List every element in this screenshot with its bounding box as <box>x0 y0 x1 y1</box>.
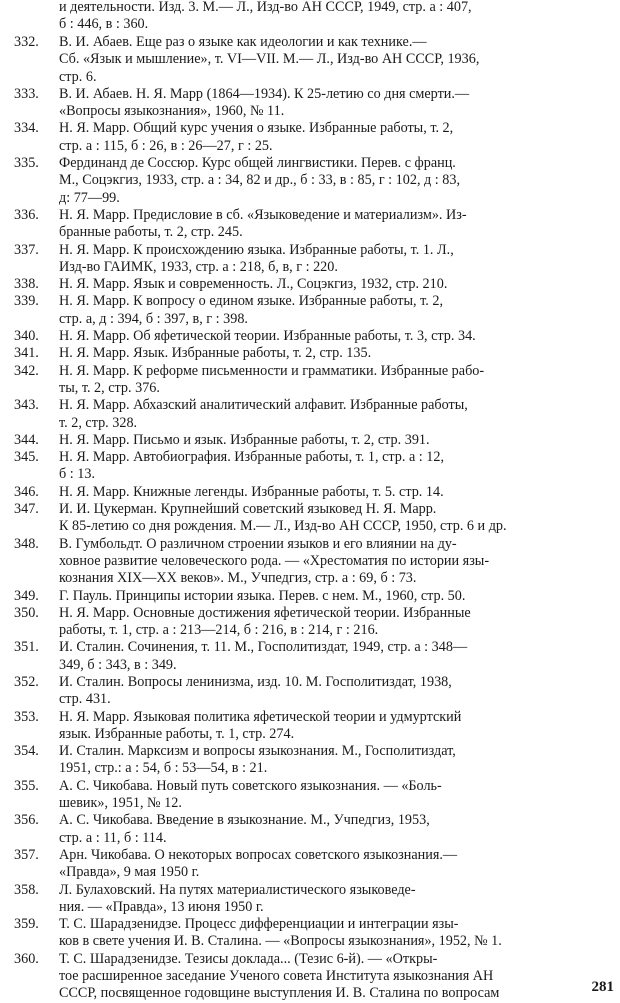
entry-number: 353. <box>14 708 39 725</box>
bibliography-entry <box>14 778 614 813</box>
text-line: Н. Я. Марр. Основные достижения яфетической теории. Избранные <box>59 604 471 621</box>
entry-text <box>59 501 614 536</box>
text-line: Н. Я. Марр. Язык и современность. Л., Соцэкгиз, 1932, стр. 210. <box>59 276 448 293</box>
text-line: д: 77—99. <box>59 189 120 206</box>
text-line: И. Сталин. Марксизм и вопросы языкознания. М., Госполитиздат, <box>59 743 456 760</box>
text-line: 349, б : 343, в : 349. <box>59 656 177 673</box>
entry-number: 346. <box>14 483 39 500</box>
entry-number: 344. <box>14 431 39 448</box>
text-line: И. И. Цукерман. Крупнейший советский языковед Н. Я. Марр. <box>59 501 437 518</box>
entry-text <box>59 743 614 778</box>
text-line: стр. а : 115, б : 26, в : 26—27, г : 25. <box>59 137 273 154</box>
text-line: стр. 431. <box>59 691 111 708</box>
text-line: ков в свете учения И. В. Сталина. — «Вопросы языкознания», 1952, № 1. <box>59 933 502 950</box>
entry-text <box>59 778 614 813</box>
text-line: «Вопросы языкознания», 1960, № 11. <box>59 103 285 120</box>
entry-number: 360. <box>14 950 39 967</box>
text-line: В. Гумбольдт. О различном строении языков и его влиянии на ду- <box>59 535 457 552</box>
entry-text <box>59 293 614 328</box>
text-line: И. Сталин. Вопросы ленинизма, изд. 10. М. Госполитиздат, 1938, <box>59 673 452 690</box>
entry-text <box>59 536 614 588</box>
entry-text <box>59 639 614 674</box>
bibliography-entry <box>14 882 614 917</box>
bibliography-entry <box>14 293 614 328</box>
bibliography-entry <box>14 449 614 484</box>
bibliography-entry <box>14 120 614 155</box>
entry-text <box>59 207 614 242</box>
entry-text <box>59 34 614 86</box>
entry-text <box>59 432 614 449</box>
entry-text <box>59 588 614 605</box>
entry-number: 338. <box>14 276 39 293</box>
entry-text <box>59 120 614 155</box>
entry-text <box>59 345 614 362</box>
text-line: Н. Я. Марр. Общий курс учения о языке. Избранные работы, т. 2, <box>59 120 454 137</box>
text-line: Н. Я. Марр. Об яфетической теории. Избранные работы, т. 3, стр. 34. <box>59 328 476 345</box>
text-line: М., Соцэкгиз, 1933, стр. а : 34, 82 и др., б : 33, в : 85, г : 102, д : 83, <box>59 172 461 189</box>
bibliography-entry <box>14 155 614 207</box>
entry-text <box>59 449 614 484</box>
bibliography-entry <box>14 363 614 398</box>
page-number: 281 <box>591 979 614 995</box>
entry-text <box>59 363 614 398</box>
entry-text <box>59 397 614 432</box>
bibliography-entry <box>14 536 614 588</box>
entry-text <box>59 155 614 207</box>
entry-number: 350. <box>14 604 39 621</box>
entry-text <box>59 951 614 1003</box>
entry-number: 342. <box>14 362 39 379</box>
entry-number: 341. <box>14 345 39 362</box>
text-line: Н. Я. Марр. Языковая политика яфетической теории и удмуртский <box>59 708 462 725</box>
text-line: Н. Я. Марр. Абхазский аналитический алфавит. Избранные работы, <box>59 397 468 414</box>
text-line: Н. Я. Марр. К происхождению языка. Избранные работы, т. 1. Л., <box>59 241 454 258</box>
text-line: Н. Я. Марр. Письмо и язык. Избранные работы, т. 2, стр. 391. <box>59 431 430 448</box>
text-line: Н. Я. Марр. Предисловие в сб. «Языковедение и материализм». Из- <box>59 206 467 223</box>
text-line: Фердинанд де Соссюр. Курс общей лингвистики. Перев. с франц. <box>59 155 456 172</box>
text-line: Т. С. Шарадзенидзе. Процесс дифференциации и интеграции язы- <box>59 916 459 933</box>
text-line: Н. Я. Марр. Язык. Избранные работы, т. 2, стр. 135. <box>59 345 372 362</box>
text-line: Н. Я. Марр. К вопросу о едином языке. Избранные работы, т. 2, <box>59 293 444 310</box>
text-line: и деятельности. Изд. 3. М.— Л., Изд-во АН СССР, 1949, стр. а : 407, <box>59 0 472 15</box>
entry-text <box>59 709 614 744</box>
text-line: Н. Я. Марр. Автобиография. Избранные работы, т. 1, стр. а : 12, <box>59 449 445 466</box>
entry-text <box>59 847 614 882</box>
text-line: б : 13. <box>59 466 95 483</box>
text-line: шевик», 1951, № 12. <box>59 795 182 812</box>
text-line: А. С. Чикобава. Введение в языкознание. М., Учпедгиз, 1953, <box>59 812 430 829</box>
entry-number: 334. <box>14 120 39 137</box>
text-line: Л. Булаховский. На путях материалистического языковеде- <box>59 881 416 898</box>
text-line: Т. С. Шарадзенидзе. Тезисы доклада... (Тезис 6-й). — «Откры- <box>59 950 438 967</box>
entry-text <box>59 674 614 709</box>
bibliography-entry <box>14 242 614 277</box>
bibliography-entry <box>14 501 614 536</box>
text-line: тое расширенное заседание Ученого совета Института языкознания АН <box>59 968 494 985</box>
entry-number: 352. <box>14 673 39 690</box>
entry-number: 351. <box>14 639 39 656</box>
bibliography-entry <box>14 605 614 640</box>
bibliography-entry <box>14 207 614 242</box>
bibliography-entry <box>14 328 614 345</box>
text-line: ты, т. 2, стр. 376. <box>59 379 160 396</box>
bibliography-entry <box>14 639 614 674</box>
bibliography-entry <box>14 743 614 778</box>
bibliography-entry <box>14 709 614 744</box>
entry-number: 355. <box>14 777 39 794</box>
entry-number: 333. <box>14 85 39 102</box>
entry-number: 343. <box>14 397 39 414</box>
entry-text <box>59 86 614 121</box>
text-line: 1951, стр.: а : 54, б : 53—54, в : 21. <box>59 760 268 777</box>
text-line: И. Сталин. Сочинения, т. 11. М., Госполитиздат, 1949, стр. а : 348— <box>59 639 468 656</box>
text-line: ховное развитие человеческого рода. — «Хрестоматия по истории язы- <box>59 552 490 569</box>
text-line: «Правда», 9 мая 1950 г. <box>59 864 200 881</box>
text-line: В. И. Абаев. Н. Я. Марр (1864—1934). К 25-летию со дня смерти.— <box>59 85 470 102</box>
text-line: б : 446, в : 360. <box>59 16 149 33</box>
entry-number: 332. <box>14 34 39 50</box>
bibliography-entry <box>14 432 614 449</box>
entry-number: 354. <box>14 743 39 760</box>
entry-number: 359. <box>14 916 39 933</box>
text-line: стр. 6. <box>59 68 97 85</box>
entry-number: 356. <box>14 812 39 829</box>
entry-number: 339. <box>14 293 39 310</box>
text-line: т. 2, стр. 328. <box>59 414 138 431</box>
text-line: Изд-во ГАИМК, 1933, стр. а : 218, б, в, г : 220. <box>59 258 338 275</box>
entry-number: 337. <box>14 241 39 258</box>
entry-text <box>59 276 614 293</box>
entry-number: 349. <box>14 587 39 604</box>
text-line: В. И. Абаев. Еще раз о языке как идеологии и как технике.— <box>59 34 427 50</box>
entry-number: 348. <box>14 535 39 552</box>
text-line: Г. Пауль. Принципы истории языка. Перев. с нем. М., 1960, стр. 50. <box>59 587 466 604</box>
bibliography-entry <box>14 847 614 882</box>
bibliography-entry <box>14 951 614 1003</box>
bibliography-entry <box>14 86 614 121</box>
text-line: кознания XIX—XX веков». М., Учпедгиз, стр. а : 69, б : 73. <box>59 570 417 587</box>
entry-number: 335. <box>14 155 39 172</box>
entry-text <box>59 882 614 917</box>
text-line: стр. а, д : 394, б : 397, в, г : 398. <box>59 310 248 327</box>
text-line: Н. Я. Марр. Книжные легенды. Избранные работы, т. 5. стр. 14. <box>59 483 444 500</box>
bibliography-entry <box>14 34 614 86</box>
text-line: Арн. Чикобава. О некоторых вопросах советского языкознания.— <box>59 846 458 863</box>
bibliography-entry <box>14 916 614 951</box>
continuation-text <box>14 0 614 34</box>
bibliography-entry <box>14 484 614 501</box>
entry-number: 345. <box>14 449 39 466</box>
text-line: Н. Я. Марр. К реформе письменности и грамматики. Избранные рабо- <box>59 362 485 379</box>
text-line: язык. Избранные работы, т. 1, стр. 274. <box>59 725 295 742</box>
bibliography-list <box>14 34 614 1003</box>
entry-text <box>59 484 614 501</box>
entry-number: 340. <box>14 328 39 345</box>
entry-number: 358. <box>14 881 39 898</box>
text-line: А. С. Чикобава. Новый путь советского языкознания. — «Боль- <box>59 777 442 794</box>
bibliography-entry <box>14 345 614 362</box>
entry-text <box>59 328 614 345</box>
entry-number: 357. <box>14 846 39 863</box>
bibliography-entry <box>14 276 614 293</box>
text-line: ния. — «Правда», 13 июня 1950 г. <box>59 898 264 915</box>
bibliography-entry <box>14 588 614 605</box>
bibliography-entry <box>14 397 614 432</box>
text-line: К 85-летию со дня рождения. М.— Л., Изд-во АН СССР, 1950, стр. 6 и др. <box>59 518 507 535</box>
bibliography-entry <box>14 674 614 709</box>
text-line: стр. а : 11, б : 114. <box>59 829 167 846</box>
entry-text <box>59 916 614 951</box>
bibliography-entry <box>14 812 614 847</box>
text-line: Сб. «Язык и мышление», т. VI—VII. М.— Л., Изд-во АН СССР, 1936, <box>59 51 480 68</box>
entry-number: 336. <box>14 206 39 223</box>
text-line: СССР, посвященное годовщине выступления И. В. Сталина по вопросам <box>59 985 500 1002</box>
entry-text <box>59 605 614 640</box>
entry-text <box>59 812 614 847</box>
entry-number: 347. <box>14 501 39 518</box>
text-line: бранные работы, т. 2, стр. 245. <box>59 224 243 241</box>
entry-text <box>59 242 614 277</box>
text-line: работы, т. 1, стр. а : 213—214, б : 216, в : 214, г : 216. <box>59 622 379 639</box>
